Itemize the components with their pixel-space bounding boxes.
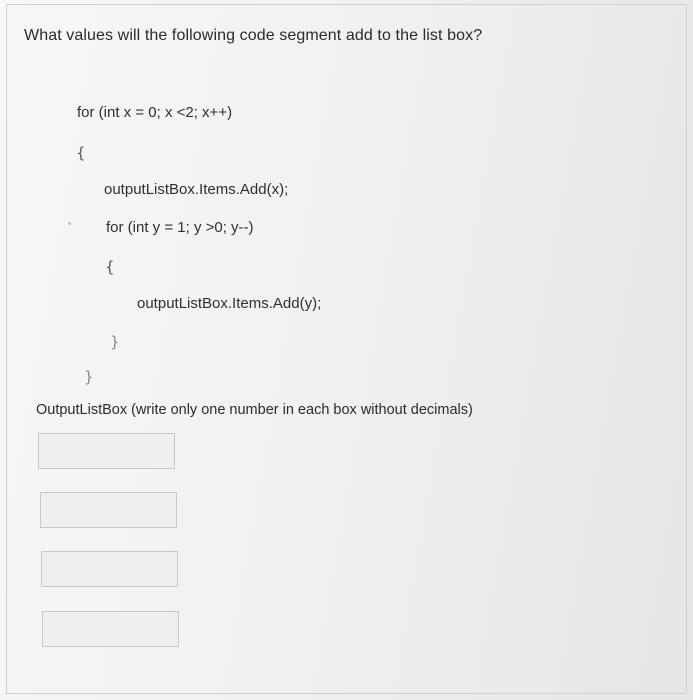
answer-label: OutputListBox (write only one number in each box without decimals) — [36, 402, 473, 418]
code-outer-close-brace: } — [84, 368, 94, 386]
code-add-x: outputListBox.Items.Add(x); — [104, 181, 289, 198]
code-inner-for: for (int y = 1; y >0; y--) — [106, 219, 254, 236]
code-inner-open-brace: { — [105, 258, 115, 276]
code-inner-close-brace: } — [110, 333, 120, 351]
question-text: What values will the following code segment add to the list box? — [24, 27, 483, 44]
answer-input-1[interactable] — [38, 433, 175, 469]
code-outer-for: for (int x = 0; x <2; x++) — [77, 104, 233, 121]
answer-input-2[interactable] — [40, 492, 177, 528]
answer-input-4[interactable] — [42, 611, 179, 647]
stray-dot — [68, 222, 71, 225]
answer-input-3[interactable] — [41, 551, 178, 587]
code-add-y: outputListBox.Items.Add(y); — [137, 295, 322, 312]
code-outer-open-brace: { — [76, 144, 86, 162]
